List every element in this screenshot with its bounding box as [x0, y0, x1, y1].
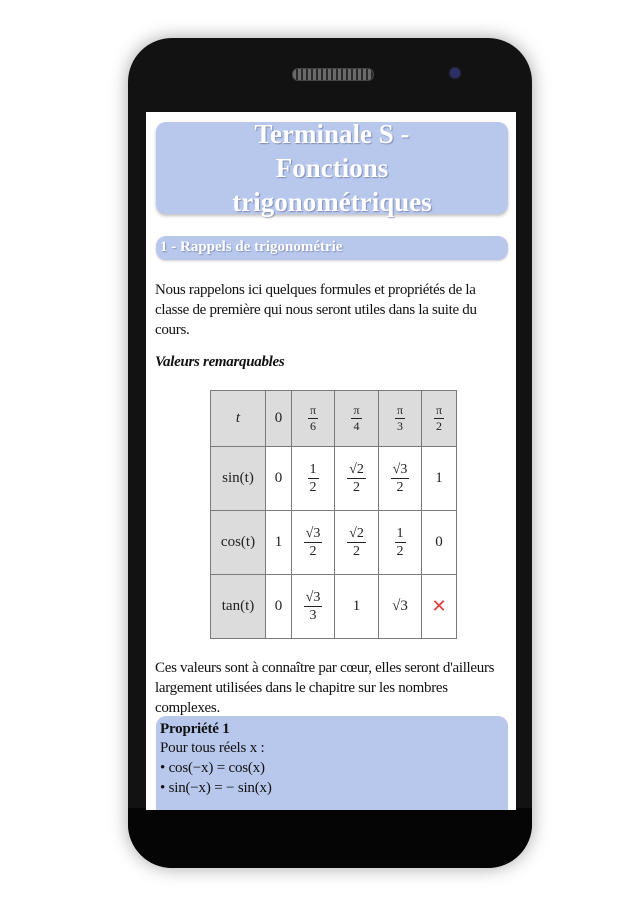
undefined-icon: ✕ — [422, 575, 457, 639]
table-cell — [379, 447, 422, 511]
front-camera — [450, 68, 460, 78]
table-row — [211, 391, 457, 447]
table-cell: sin(t) — [211, 447, 266, 511]
table-cell — [379, 511, 422, 575]
subheading-remarkable-values: Valeurs remarquables — [155, 354, 285, 370]
fraction-denominator: 2 — [353, 544, 360, 559]
table-cell: 1 — [422, 447, 457, 511]
table-row — [211, 447, 457, 511]
intro-paragraph: Nous rappelons ici quelques formules et propriétés de la classe de première qui nous seront utiles dans la suite du cours. — [155, 282, 477, 338]
fraction-denominator: 2 — [353, 480, 360, 495]
fraction-denominator: 6 — [310, 419, 316, 433]
fraction-numerator: √3 — [305, 590, 321, 605]
phone-screen[interactable] — [146, 112, 516, 810]
table-cell: 0 — [266, 447, 292, 511]
table-cell — [335, 511, 379, 575]
fraction-numerator: √3 — [305, 526, 321, 541]
table-cell — [292, 575, 335, 639]
section-header[interactable] — [156, 236, 508, 260]
fraction-numerator: π — [309, 403, 317, 417]
fraction-denominator: 3 — [309, 608, 317, 623]
table-row — [211, 511, 457, 575]
fraction-numerator: π — [435, 403, 443, 417]
table-row — [211, 575, 457, 639]
fraction-denominator: 2 — [396, 480, 404, 495]
table-cell — [335, 447, 379, 511]
property-box — [156, 716, 508, 810]
table-cell — [422, 391, 457, 447]
table-cell — [292, 511, 335, 575]
fraction-numerator: √3 — [392, 462, 408, 477]
table-cell — [292, 391, 335, 447]
fraction-numerator: π — [353, 403, 360, 417]
page-title: Terminale S - Fonctions trigonométriques — [232, 119, 432, 217]
table-cell: t — [211, 391, 266, 447]
section-label: 1 - Rappels de trigonométrie — [160, 239, 343, 255]
property-line: • cos(−x) = cos(x) — [160, 760, 265, 776]
table-cell — [379, 391, 422, 447]
table-cell — [335, 391, 379, 447]
fraction-denominator: 2 — [309, 480, 317, 495]
property-line: • sin(−x) = − sin(x) — [160, 780, 272, 796]
property-title: Propriété 1 — [160, 721, 230, 737]
property-line: Pour tous réels x : — [160, 740, 265, 756]
table-cell: 0 — [422, 511, 457, 575]
fraction-numerator: √2 — [349, 462, 364, 477]
page-title-box — [156, 119, 508, 217]
fraction-numerator: π — [396, 403, 404, 417]
table-cell: 0 — [266, 575, 292, 639]
fraction-denominator: 4 — [353, 419, 360, 433]
table-cell: tan(t) — [211, 575, 266, 639]
fraction-numerator: 1 — [396, 526, 404, 541]
fraction-denominator: 3 — [397, 419, 403, 433]
remarkable-values-table — [210, 390, 457, 639]
fraction-denominator: 2 — [436, 419, 442, 433]
table-cell — [292, 447, 335, 511]
fraction-denominator: 2 — [396, 544, 404, 559]
fraction-numerator: √2 — [349, 526, 364, 541]
speaker-grille — [292, 68, 374, 81]
table-cell: √3 — [379, 575, 422, 639]
table-cell: 1 — [266, 511, 292, 575]
fraction-numerator: 1 — [309, 462, 317, 477]
table-cell: cos(t) — [211, 511, 266, 575]
table-cell: 0 — [266, 391, 292, 447]
fraction-denominator: 2 — [309, 544, 317, 559]
table-cell: 1 — [335, 575, 379, 639]
outro-paragraph: Ces valeurs sont à connaître par cœur, elles seront d'ailleurs largement utilisées dans le chapitre sur les nombres complexes. — [155, 660, 495, 716]
bottom-bezel — [128, 808, 532, 868]
